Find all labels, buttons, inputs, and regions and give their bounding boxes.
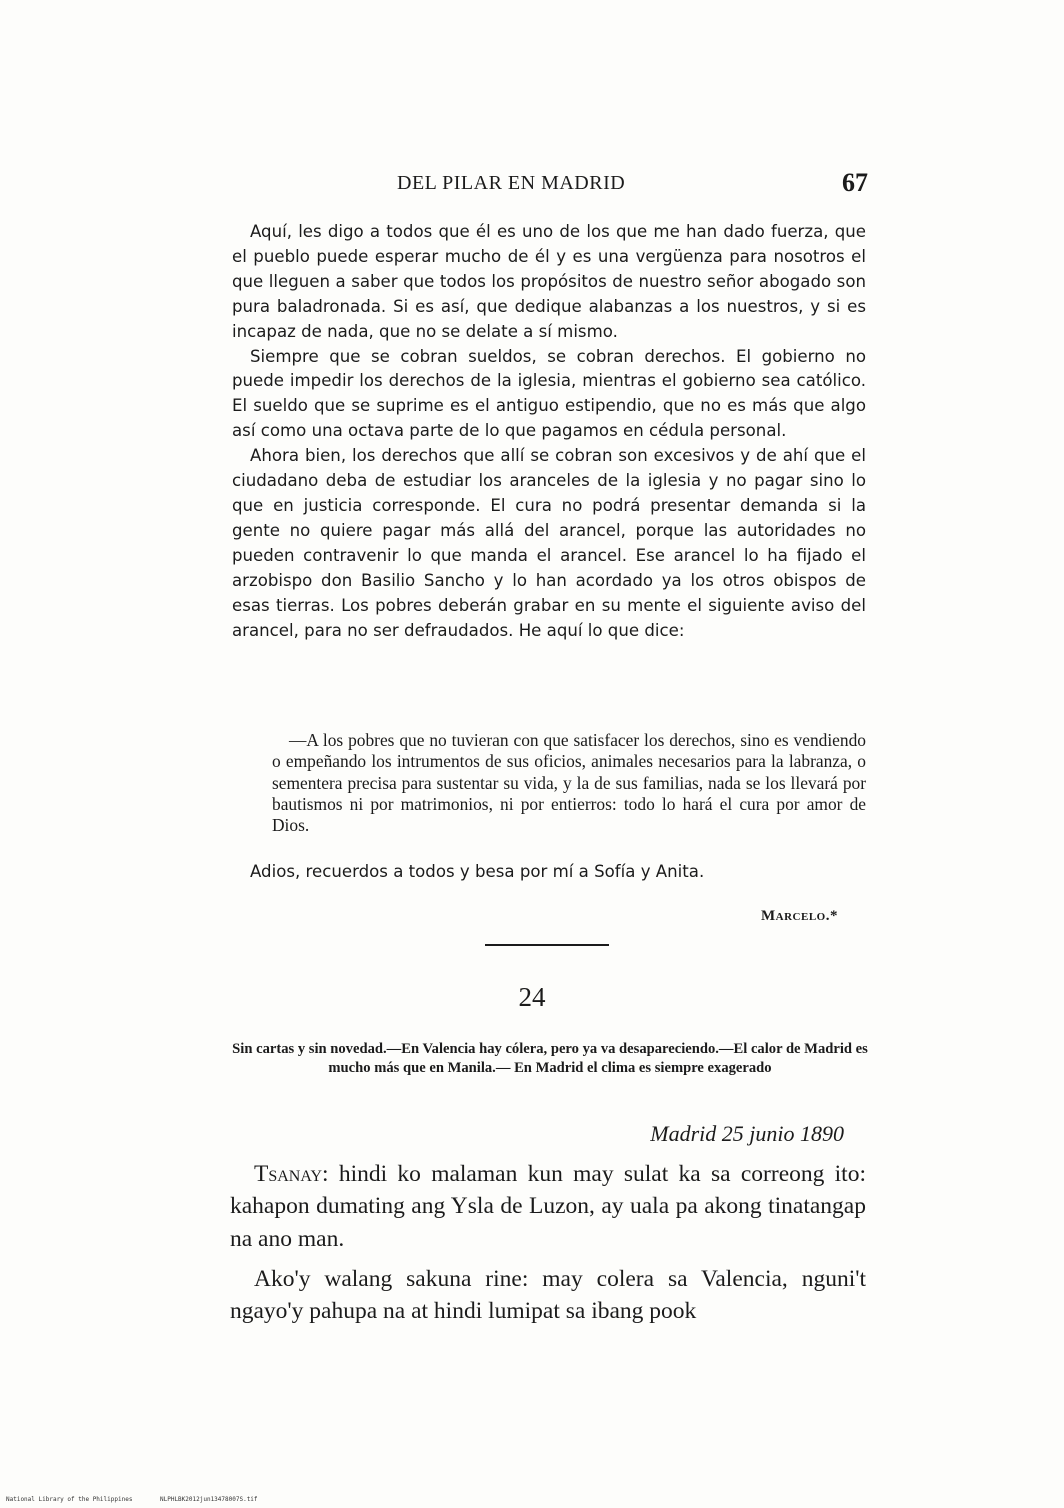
page-number: 67: [842, 168, 868, 197]
paragraph: Ako'y walang sakuna rine: may colera sa Valencia, nguni't ngayo'y pahupa na at hindi lumipat sa ibang pook: [230, 1265, 866, 1325]
closing-line: Adios, recuerdos a todos y besa por mí a Sofía y Anita.: [250, 862, 705, 881]
salutation: Tsanay:: [254, 1161, 329, 1187]
paragraph: Siempre que se cobran sueldos, se cobran derechos. El gobierno no puede impedir los derechos de la iglesia, mientras el gobierno sea católico. El sueldo que se suprime es el antiguo estipendio, que no es más que algo así como una octava parte de lo que pagamos en cédula personal.: [232, 346, 866, 441]
file-id: NLPHLBK2012jun13478007S.tif: [160, 1496, 258, 1503]
paragraph: [230, 1158, 866, 1255]
running-head: [232, 168, 868, 202]
paragraph: Ahora bien, los derechos que allí se cobran son excesivos y de ahí que el ciudadano deba de estudiar los aranceles de la iglesia y no pagar sino lo que en justicia corresponde. El cura no podrá presentar demanda si la gente no quiere pagar más allá del arancel, porque las autoridades no pueden contravenir lo que manda el arancel. Ese arancel lo ha fijado el arzobispo don Basilio Sancho y lo han acordado ya los otros obispos de esas tierras. Los pobres deberán grabar en su mente el siguiente aviso del arancel, para no ser defraudados. He aquí lo que dice:: [232, 446, 866, 640]
paragraph: Aquí, les digo a todos que él es uno de los que me han dado fuerza, que el pueblo puede esperar mucho de él y es una vergüenza para nosotros el que lleguen a saber que todos los propósitos de nuestro señor abogado son pura baladronada. Si es así, que dedique alabanzas a los nuestros, y si es incapaz de nada, que no se delate a sí mismo.: [232, 222, 866, 341]
dateline: Madrid 25 junio 1890: [650, 1121, 844, 1146]
arancel-quote: —A los pobres que no tuvieran con que satisfacer los derechos, sino es vendiendo o empeñando los intrumentos de sus oficios, animales necesarios para la labranza, o sementera precisa para sustentar su vida, y la de sus familias, nada se los llevará por bautismos ni por matrimonios, ni por entierros: todo lo hará el cura por amor de Dios.: [272, 730, 866, 836]
letter-24-body: [230, 1158, 866, 1335]
library-stamp: National Library of the Philippines: [6, 1496, 133, 1503]
letter-summary: Sin cartas y sin novedad.—En Valencia hay cólera, pero ya va desapareciendo.—El calor de Madrid es mucho más que en Manila.— En Madrid el clima es siempre exagerado: [232, 1041, 868, 1076]
paragraph-text: hindi ko malaman kun may sulat ka sa correong ito: kahapon dumating ang Ysla de Luzon, ay uala pa akong tinatangap na ano man.: [230, 1161, 866, 1252]
running-title: DEL PILAR EN MADRID: [397, 172, 626, 194]
letter-number: 24: [518, 982, 546, 1012]
letter-23-body: [232, 220, 866, 643]
signature: Marcelo.*: [761, 908, 838, 924]
section-divider: [485, 944, 609, 946]
